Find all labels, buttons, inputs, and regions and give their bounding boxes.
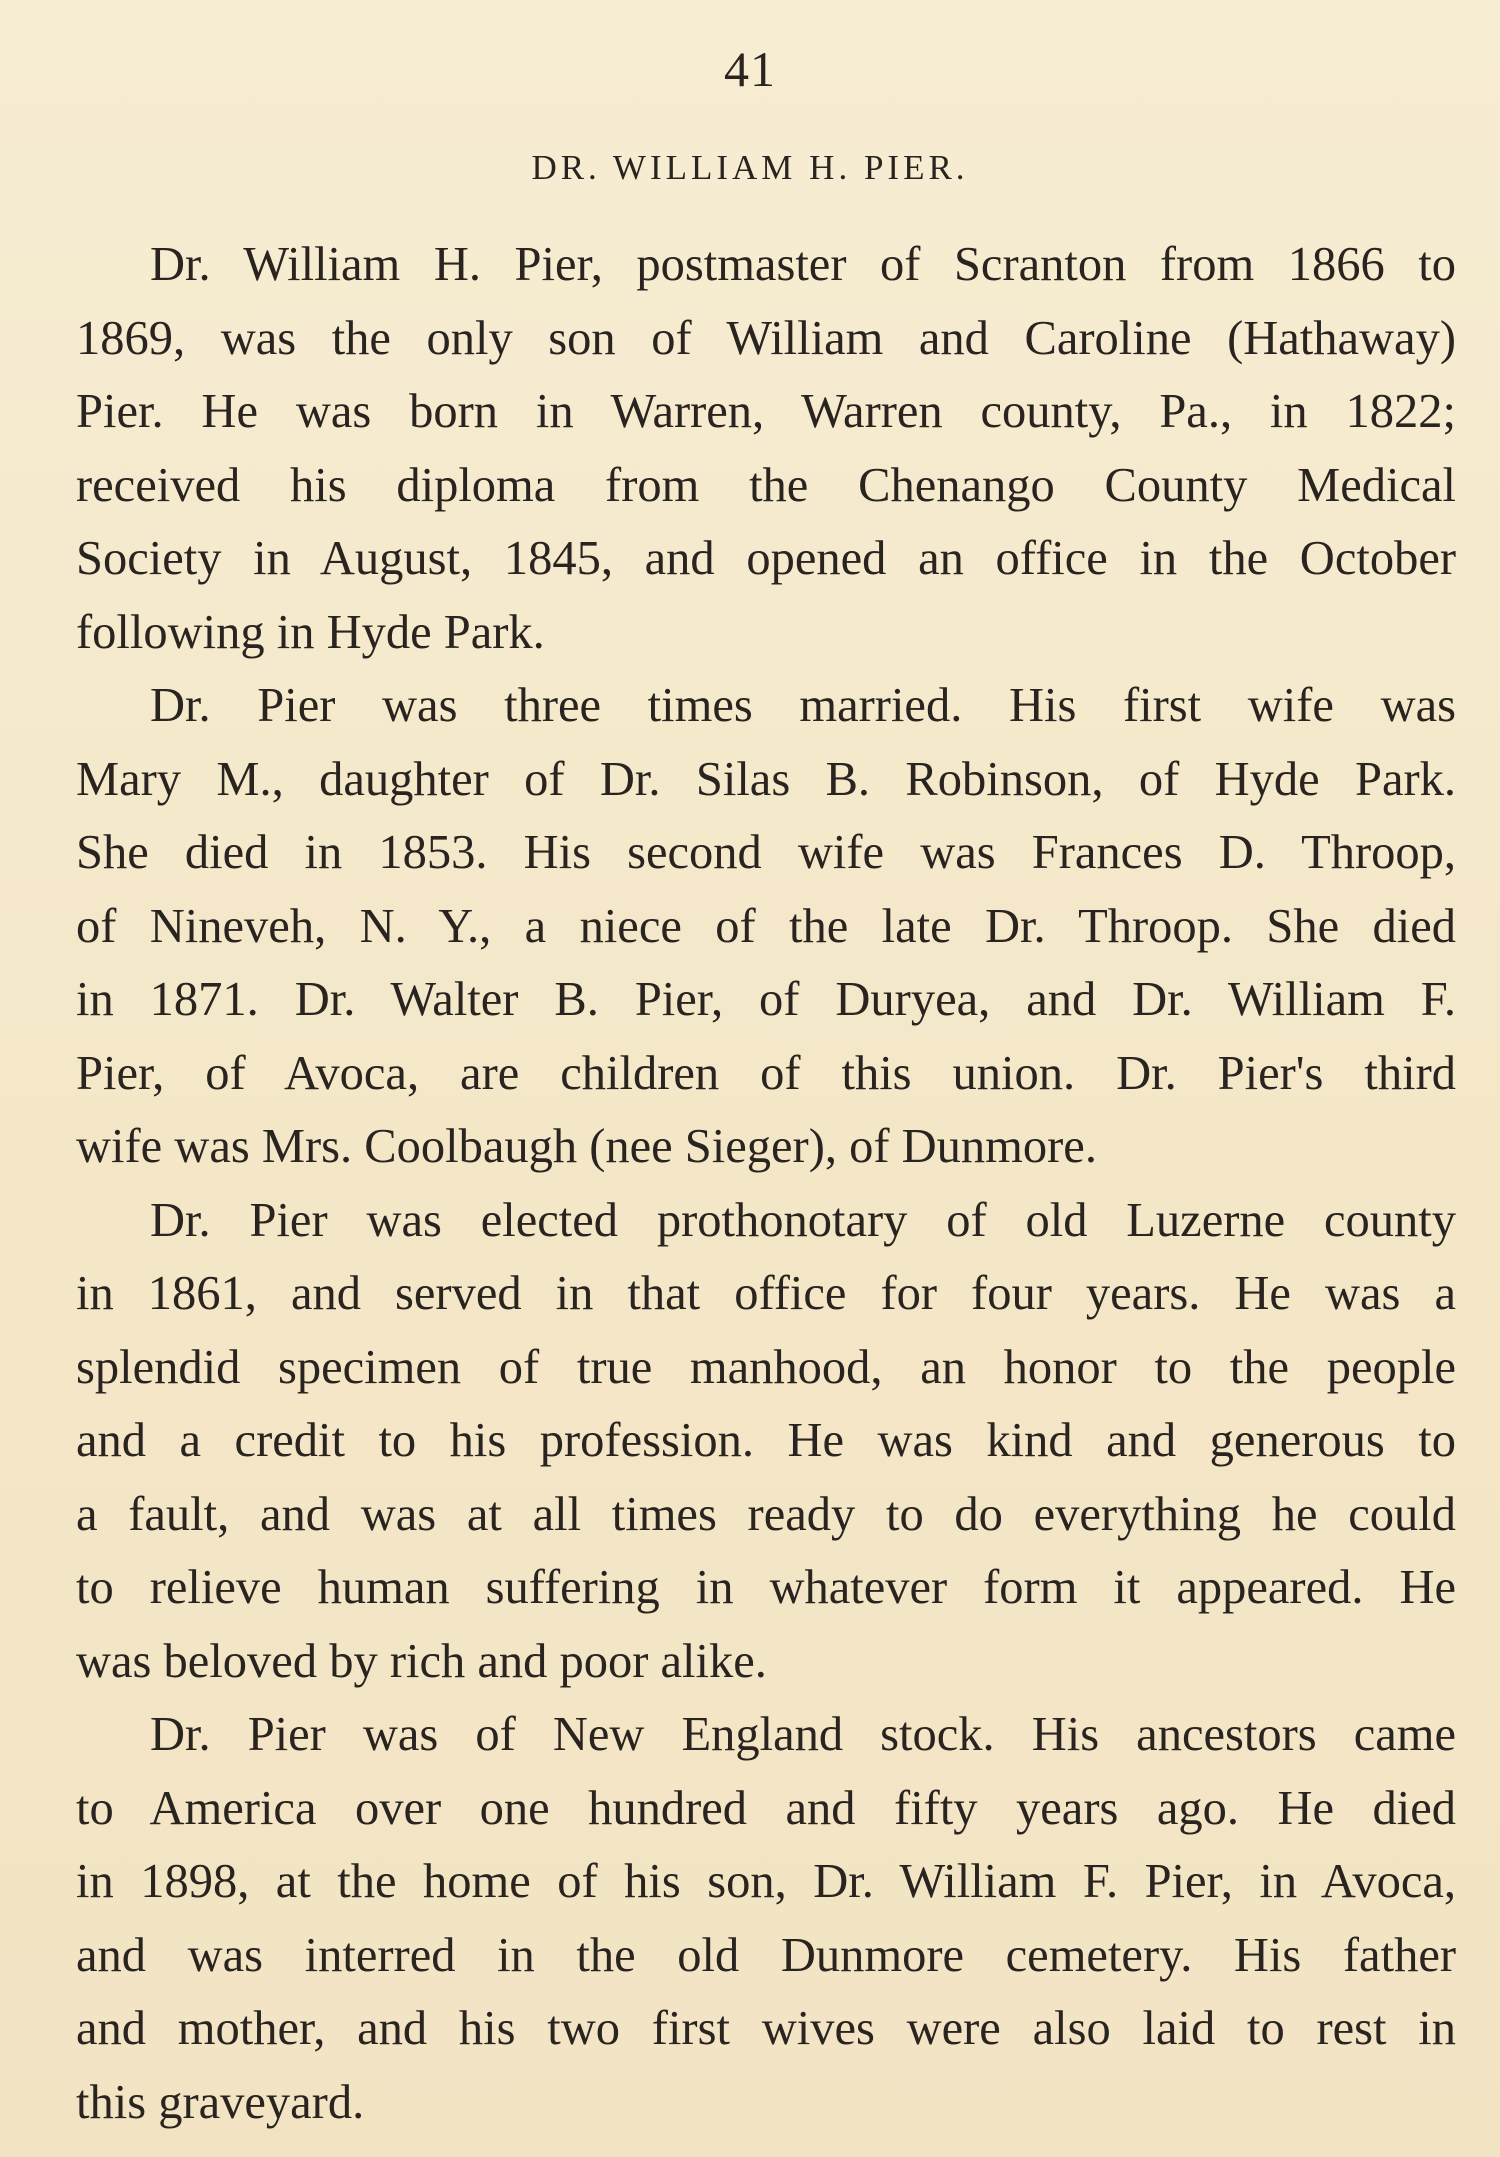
text-line: She died in 1853. His second wife was Frances D. Throop, [76,826,1456,879]
text-line: Mary M., daughter of Dr. Silas B. Robinson, of Hyde Park. [76,752,1456,806]
page-number: 41 [724,41,776,97]
text-line: 1869, was the only son of William and Caroline (Hathaway) [76,311,1456,365]
text-line: wife was Mrs. Coolbaugh (nee Sieger), of Dunmore. [76,1120,1097,1173]
paragraph-1 [76,228,1456,669]
text-line: Dr. Pier was of New England stock. His ancestors came [150,1708,1456,1761]
text-line: was beloved by rich and poor alike. [76,1634,767,1688]
text-line: to relieve human suffering in whatever form it appeared. He [76,1561,1456,1614]
text-line: a fault, and was at all times ready to do everything he could [76,1487,1456,1541]
text-line: following in Hyde Park. [76,605,545,659]
text-line: Dr. Pier was elected prothonotary of old Luzerne county [150,1193,1456,1247]
paragraph-2 [76,669,1456,1184]
text-line: Pier. He was born in Warren, Warren county, Pa., in 1822; [76,385,1456,438]
text-line: in 1898, at the home of his son, Dr. William F. Pier, in Avoca, [76,1855,1456,1908]
text-line: Society in August, 1845, and opened an office in the October [76,532,1456,585]
text-line: in 1871. Dr. Walter B. Pier, of Duryea, and Dr. William F. [76,973,1456,1026]
text-line: Pier, of Avoca, are children of this union. Dr. Pier's third [76,1046,1456,1100]
text-line: Dr. Pier was three times married. His first wife was [150,679,1456,732]
chapter-title: DR. WILLIAM H. PIER. [531,148,969,187]
body-text [76,228,1456,2139]
paragraph-4 [76,1698,1456,2139]
text-line: of Nineveh, N. Y., a niece of the late Dr. Throop. She died [76,899,1456,953]
text-line: and was interred in the old Dunmore cemetery. His father [76,1928,1456,1982]
text-line: Dr. William H. Pier, postmaster of Scranton from 1866 to [150,238,1456,291]
text-line: and a credit to his profession. He was kind and generous to [76,1414,1456,1467]
paragraph-3 [76,1184,1456,1699]
text-line: received his diploma from the Chenango County Medical [76,458,1456,512]
text-line: this graveyard. [76,2075,365,2129]
text-line: in 1861, and served in that office for four years. He was a [76,1267,1456,1320]
text-line: to America over one hundred and fifty years ago. He died [76,1781,1456,1835]
text-line: splendid specimen of true manhood, an honor to the people [76,1340,1456,1394]
text-line: and mother, and his two first wives were also laid to rest in [76,2002,1456,2055]
